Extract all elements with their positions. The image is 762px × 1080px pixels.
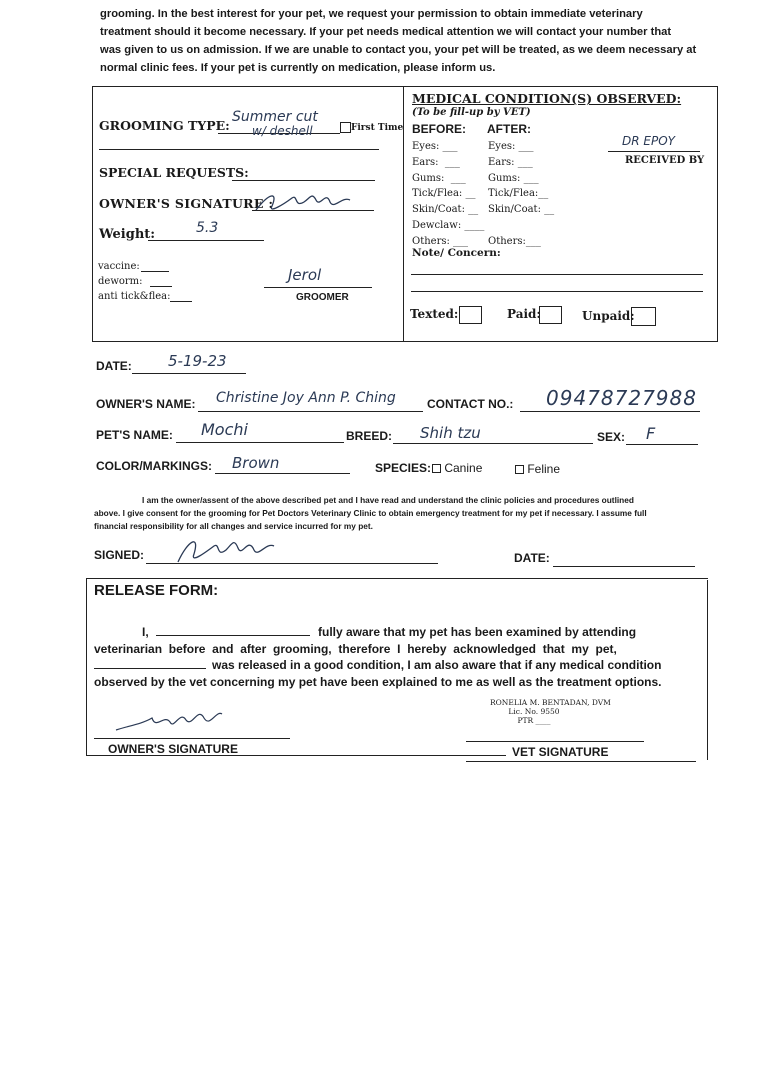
- after-gums: Gums: ___: [488, 172, 539, 184]
- after-skincoat: Skin/Coat: __: [488, 204, 555, 216]
- release-owner-sig-line: [94, 738, 290, 739]
- after-eyes: Eyes: ___: [488, 141, 534, 152]
- received-by-value: DR EPOY: [622, 134, 675, 148]
- species-label: SPECIES:: [375, 461, 432, 475]
- signed-signature-scribble: [170, 532, 280, 566]
- paid-box[interactable]: [539, 306, 562, 324]
- breed-label: BREED:: [346, 429, 393, 443]
- release-title: RELEASE FORM:: [94, 582, 219, 599]
- vet-stamp: [490, 698, 611, 725]
- signed-date-line[interactable]: [553, 566, 695, 567]
- consent-line-2: above. I give consent for the grooming for Pet Doctors Veterinary Clinic to obtain emergency treatment for my pet if necessary. I assume full: [94, 508, 647, 518]
- medical-subtitle: (To be fill-up by VET): [412, 107, 531, 118]
- owner-signature-scribble: [250, 186, 360, 216]
- first-time-label: First Time: [351, 123, 404, 133]
- release-owner-signature-scribble: [112, 700, 230, 740]
- color-value: Brown: [232, 454, 280, 472]
- first-time-box[interactable]: [340, 122, 351, 133]
- release-i: I,: [142, 625, 149, 639]
- contact-line: [520, 411, 700, 412]
- first-time-checkbox[interactable]: [340, 122, 403, 133]
- after-tickflea: Tick/Flea:__: [488, 188, 549, 200]
- weight-line: [148, 240, 264, 241]
- intro-line-3: was given to us on admission. If we are unable to contact you, your pet will be treated, as we deem necessary at: [100, 44, 697, 56]
- vet-stamp-lic: Lic. No. 9550: [508, 707, 560, 716]
- vet-stamp-name: RONELIA M. BENTADAN, DVM: [490, 698, 611, 707]
- feline-option[interactable]: [515, 462, 560, 476]
- paid-label: Paid:: [507, 307, 541, 321]
- release-line-1: fully aware that my pet has been examined by attending: [318, 625, 637, 639]
- canine-label: Canine: [444, 461, 483, 475]
- unpaid-label: Unpaid:: [582, 309, 635, 323]
- vaccine-label: vaccine:: [98, 261, 140, 272]
- grooming-type-value: Summer cut w/ deshell: [232, 109, 318, 138]
- anti-tick-line[interactable]: [170, 301, 192, 302]
- release-paragraph: [94, 624, 691, 690]
- canine-checkbox[interactable]: [432, 464, 441, 473]
- before-eyes: Eyes: ___: [412, 141, 458, 152]
- groomer-value: Jerol: [288, 266, 322, 284]
- canine-option[interactable]: [432, 461, 482, 475]
- release-owner-sig-label: OWNER'S SIGNATURE: [108, 742, 238, 756]
- consent-line-3: financial responsibility for all changes and service incurred for my pet.: [94, 521, 373, 531]
- intro-paragraph: [100, 5, 712, 77]
- release-pet-blank[interactable]: [94, 657, 206, 669]
- release-top-border: [86, 578, 708, 579]
- release-line-4: observed by the vet concerning my pet have been explained to me as well as the treatment options.: [94, 674, 662, 689]
- before-gums: Gums: ___: [412, 172, 466, 184]
- release-line-3: was released in a good condition, I am also aware that if any medical condition: [212, 658, 662, 672]
- unpaid-box[interactable]: [631, 307, 656, 326]
- pet-name-line: [176, 442, 344, 443]
- weight-value: 5.3: [196, 220, 219, 236]
- release-owner-blank[interactable]: [156, 624, 310, 636]
- vaccine-line[interactable]: [141, 271, 169, 272]
- medical-title: MEDICAL CONDITION(S) OBSERVED:: [412, 91, 682, 106]
- breed-line: [393, 443, 593, 444]
- before-label: BEFORE:: [412, 122, 466, 136]
- owner-name-label: OWNER'S NAME:: [96, 397, 196, 411]
- before-others: Others: ___: [412, 235, 469, 247]
- deworm-label: deworm:: [98, 276, 143, 287]
- vet-sig-label: VET SIGNATURE: [512, 745, 609, 759]
- after-ears: Ears: ___: [488, 156, 533, 168]
- breed-value: Shih tzu: [420, 424, 481, 442]
- deworm-line[interactable]: [150, 286, 172, 287]
- owner-name-line: [198, 411, 423, 412]
- date-value: 5-19-23: [168, 352, 227, 370]
- special-requests-line[interactable]: [232, 180, 375, 181]
- groomer-line: [264, 287, 372, 288]
- release-bottom-right: [466, 761, 696, 762]
- sex-label: SEX:: [597, 430, 626, 444]
- weight-label: Weight:: [99, 227, 156, 242]
- received-by-label: RECEIVED BY: [625, 155, 705, 166]
- before-tickflea: Tick/Flea: __: [412, 188, 476, 200]
- grooming-type-label: GROOMING TYPE:: [99, 118, 230, 133]
- intro-line-4: normal clinic fees. If your pet is currently on medication, please inform us.: [100, 62, 496, 74]
- grooming-type-line-2: [99, 149, 379, 150]
- vet-stamp-ptr: PTR ____: [517, 716, 551, 725]
- note-label: Note/ Concern:: [412, 247, 501, 259]
- signed-date-label: DATE:: [514, 551, 550, 565]
- vet-sig-line: [466, 741, 644, 742]
- texted-box[interactable]: [459, 306, 482, 324]
- color-label: COLOR/MARKINGS:: [96, 459, 212, 473]
- owner-name-value: Christine Joy Ann P. Ching: [216, 390, 396, 406]
- release-line-2: veterinarian before and after grooming, therefore I hereby acknowledged that my pet,: [94, 641, 617, 656]
- texted-label: Texted:: [410, 307, 459, 321]
- color-line: [215, 473, 350, 474]
- after-items: [488, 139, 554, 250]
- groomer-label: GROOMER: [296, 292, 349, 303]
- after-others: Others:___: [488, 235, 541, 247]
- consent-line-1: I am the owner/assent of the above described pet and I have read and understand the clinic policies and procedures outlined: [142, 495, 634, 505]
- contact-label: CONTACT NO.:: [427, 397, 514, 411]
- intro-line-2: treatment should it become necessary. If your pet needs medical attention we will contact your number that: [100, 26, 672, 38]
- before-ears: Ears: ___: [412, 156, 460, 168]
- sex-line: [626, 444, 698, 445]
- before-dewclaw: Dewclaw: ____: [412, 219, 485, 231]
- date-line: [132, 373, 246, 374]
- feline-checkbox[interactable]: [515, 465, 524, 474]
- intro-line-1: grooming. In the best interest for your pet, we request your permission to obtain immediate veterinary: [100, 8, 643, 20]
- before-skincoat: Skin/Coat: __: [412, 204, 479, 216]
- pet-name-label: PET'S NAME:: [96, 428, 173, 442]
- before-items: [412, 139, 484, 250]
- sex-value: F: [646, 424, 656, 443]
- release-right-border: [707, 580, 708, 760]
- pet-name-value: Mochi: [201, 420, 248, 439]
- signed-label: SIGNED:: [94, 548, 145, 562]
- after-label: AFTER:: [487, 122, 531, 136]
- note-line-1[interactable]: [411, 274, 703, 275]
- feline-label: Feline: [527, 462, 561, 476]
- anti-tick-label: anti tick&flea:: [98, 291, 171, 302]
- received-by-line: [608, 151, 700, 152]
- owner-signature-label: OWNER'S SIGNATURE :: [99, 196, 274, 211]
- note-line-2[interactable]: [411, 291, 703, 292]
- consent-paragraph: [94, 494, 704, 533]
- special-requests-label: SPECIAL REQUESTS:: [99, 165, 249, 180]
- release-left-border: [86, 578, 87, 755]
- date-label: DATE:: [96, 359, 132, 373]
- contact-value: 09478727988: [546, 386, 697, 410]
